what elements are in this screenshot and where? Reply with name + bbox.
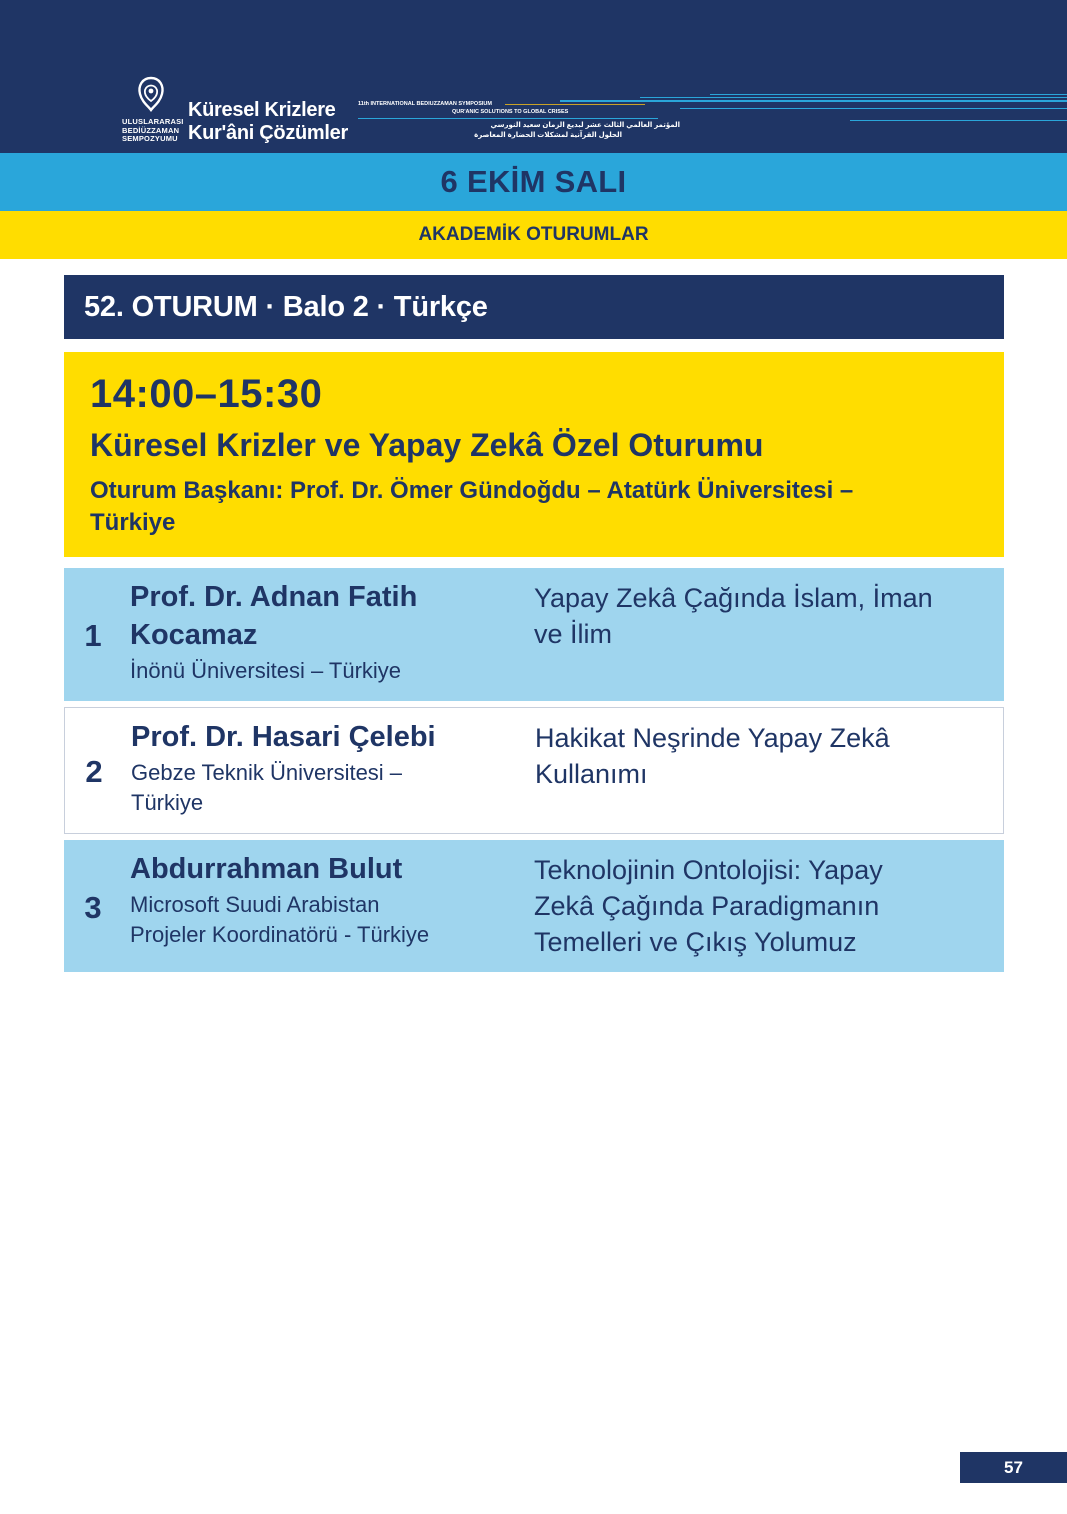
presenter — [131, 718, 511, 818]
presentation-row — [64, 568, 1004, 701]
header-accent-line-3 — [710, 94, 1067, 95]
symposium-en-line-1: 11th INTERNATIONAL BEDIUZZAMAN SYMPOSIUM — [358, 101, 492, 107]
category-banner — [0, 211, 1067, 259]
header-accent-line-2 — [640, 97, 1067, 98]
session-time: 14:00–15:30 — [90, 372, 323, 416]
day-title: 6 EKİM SALI — [440, 164, 627, 199]
header-gold-line — [505, 104, 645, 105]
page-number — [960, 1452, 1067, 1483]
presenter — [130, 850, 510, 950]
presentation-number: 2 — [85, 754, 103, 789]
brand-line-1: Küresel Krizlere — [188, 99, 336, 121]
presentation-topic-line-3: Temelleri ve Çıkış Yolumuz — [534, 927, 857, 957]
page-header — [0, 0, 1067, 153]
presenter-affiliation-line-2: Türkiye — [131, 790, 204, 815]
presentation-topic-line-2: Zekâ Çağında Paradigmanın — [534, 891, 880, 921]
presenter — [130, 578, 510, 686]
presenter-affiliation — [130, 890, 510, 950]
presentation-topic-line-2: Kullanımı — [535, 759, 648, 789]
session-chair — [90, 475, 978, 539]
presenter-name: Prof. Dr. Hasari Çelebi — [131, 721, 436, 753]
symposium-en-line-2: QUR'ANIC SOLUTIONS TO GLOBAL CRISES — [452, 109, 569, 115]
presentation-topic — [535, 720, 975, 792]
presenter-affiliation-line-1: Microsoft Suudi Arabistan — [130, 892, 380, 917]
session-title: Küresel Krizler ve Yapay Zekâ Özel Oturumu — [90, 427, 764, 463]
brand-line-2: Kur'âni Çözümler — [188, 122, 348, 144]
session-heading-text: 52. OTURUM · Balo 2 · Türkçe — [84, 290, 488, 323]
presentation-topic-line-1: Yapay Zekâ Çağında İslam, İman — [534, 583, 933, 613]
presentation-topic-line-2: ve İlim — [534, 619, 613, 649]
org-line-3: SEMPOZYUMU — [122, 134, 178, 143]
presentation-topic-line-1: Teknolojinin Ontolojisi: Yapay — [534, 855, 883, 885]
presenter-name-line-1: Prof. Dr. Adnan Fatih — [130, 581, 418, 613]
org-line-2: BEDİÜZZAMAN — [122, 126, 180, 135]
session-heading — [64, 275, 1004, 339]
symposium-ar-line-2: الحلول القرآنية لمشكلات الحضارة المعاصرة — [474, 132, 622, 139]
category-title: AKADEMİK OTURUMLAR — [418, 224, 649, 245]
presenter-affiliation — [131, 758, 511, 818]
presenter-affiliation: İnönü Üniversitesi – Türkiye — [130, 658, 402, 683]
org-line-1: ULUSLARARASI — [122, 117, 184, 126]
symposium-logo — [122, 76, 362, 146]
session-info — [64, 352, 1004, 557]
header-divider-line — [358, 118, 658, 119]
presentation-row — [64, 707, 1004, 834]
day-banner — [0, 153, 1067, 211]
session-chair-line-2: Türkiye — [90, 509, 176, 536]
presentation-number: 3 — [84, 890, 102, 925]
presenter-affiliation-line-1: Gebze Teknik Üniversitesi – — [131, 760, 403, 785]
presentation-row — [64, 840, 1004, 972]
presenter-name: Abdurrahman Bulut — [130, 853, 403, 885]
presenter-name — [130, 578, 510, 654]
presenter-name-line-2: Kocamaz — [130, 619, 258, 651]
header-accent-line-4 — [680, 108, 1067, 109]
presenter-affiliation-line-2: Projeler Koordinatörü - Türkiye — [130, 922, 430, 947]
header-accent-line-1 — [560, 100, 1067, 102]
presentation-topic — [534, 580, 974, 652]
symposium-ar-line-1: المؤتمر العالمي الثالث عشر لبديع الزمان سعيد النورسي — [490, 122, 680, 129]
session-chair-line-1: Oturum Başkanı: Prof. Dr. Ömer Gündoğdu – Atatürk Üniversitesi – — [90, 477, 854, 504]
header-accent-line-5 — [850, 120, 1067, 121]
presentation-topic-line-1: Hakikat Neşrinde Yapay Zekâ — [535, 723, 890, 753]
presentation-topic — [534, 852, 974, 960]
presentation-number: 1 — [84, 618, 102, 653]
page-number-text: 57 — [1004, 1457, 1023, 1477]
symposium-emblem-icon — [134, 76, 168, 114]
